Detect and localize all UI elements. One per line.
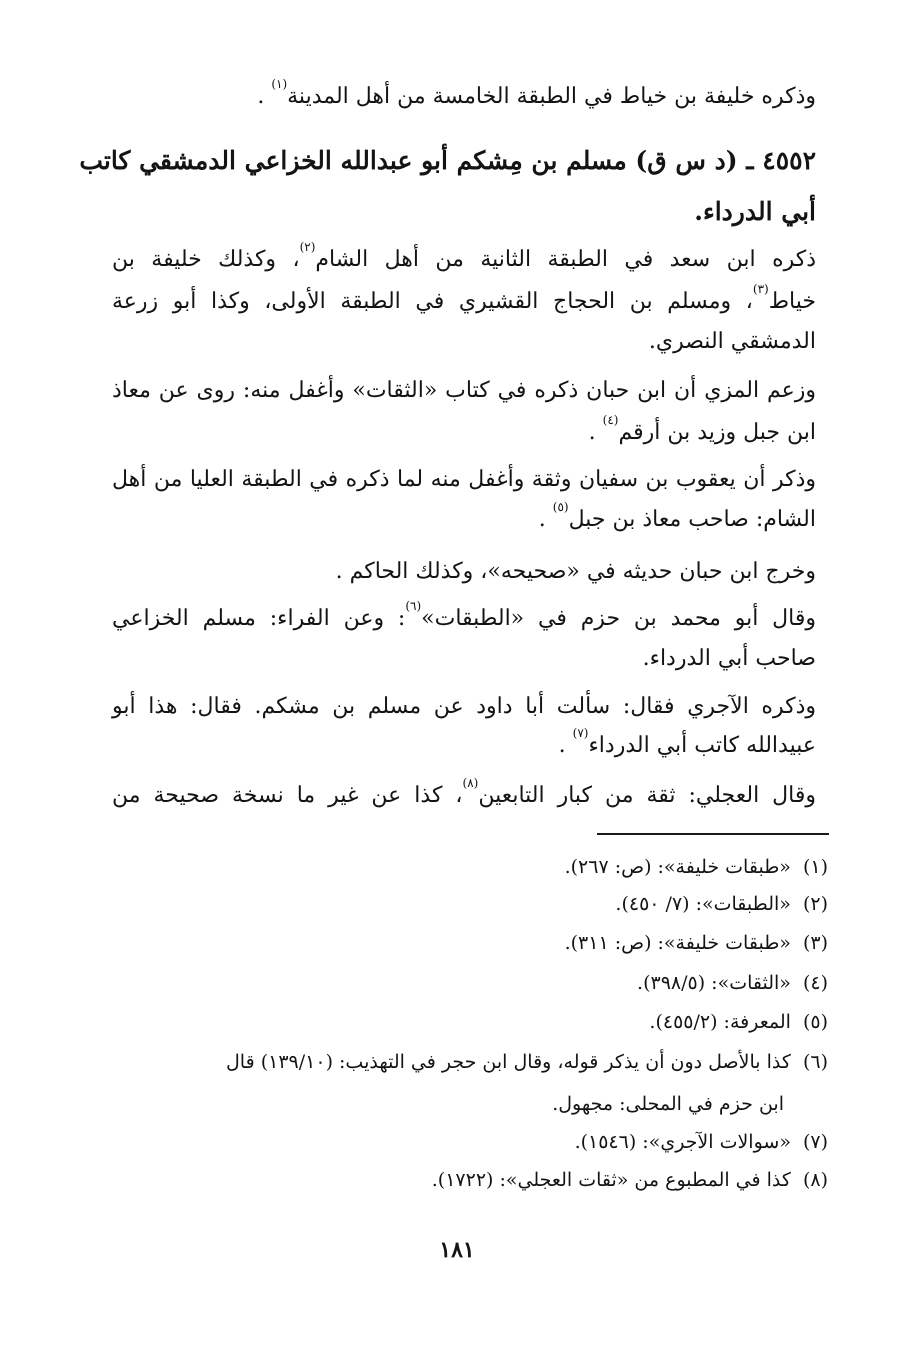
footnote-ref: (١) <box>271 77 288 91</box>
footnote-ref: (٧) <box>572 726 589 740</box>
body-line: وذكره خليفة بن خياط في الطبقة الخامسة من أهل المدينة$^{(١)}$ . <box>257 77 816 109</box>
body-line: صاحب أبي الدرداء. <box>642 646 816 671</box>
body-line: خياط$^{(٣)}$، ومسلم بن الحجاج القشيري في الطبقة الأولى، وكذا أبو زرعة <box>112 282 816 314</box>
body-line: عبيدالله كاتب أبي الدرداء$^{(٧)}$ . <box>558 726 816 758</box>
footnote: (٧)«سوالات الآجري»: (١٥٤٦). <box>574 1131 828 1153</box>
footnote: (١)«طبقات خليفة»: (ص: ٢٦٧). <box>564 856 828 878</box>
footnote-ref: (٨) <box>462 776 479 790</box>
entry-heading-line1: ٤٥٥٢ ـ (د س ق) مسلم بن مِشكم أبو عبدالله الخزاعي الدمشقي كاتب <box>79 146 816 175</box>
body-line: الشام: صاحب معاذ بن جبل$^{(٥)}$ . <box>538 500 816 532</box>
body-line: وزعم المزي أن ابن حبان ذكره في كتاب «الثقات» وأغفل منه: روى عن معاذ <box>112 378 816 403</box>
footnote: (٤)«الثقات»: (٣٩٨/٥). <box>637 972 828 994</box>
body-line: وقال أبو محمد بن حزم في «الطبقات»$^{(٦)}$: وعن الفراء: مسلم الخزاعي <box>112 599 817 631</box>
entry-heading-line2: أبي الدرداء. <box>694 197 816 226</box>
body-line: وخرج ابن حبان حديثه في «صحيحه»، وكذلك الحاكم . <box>335 559 816 584</box>
footnote: (٢)«الطبقات»: (٧/ ٤٥٠). <box>615 893 828 915</box>
body-line: وقال العجلي: ثقة من كبار التابعين$^{(٨)}$، كذا عن غير ما نسخة صحيحة من <box>112 776 816 808</box>
footnote: (٣)«طبقات خليفة»: (ص: ٣١١). <box>564 932 828 954</box>
footnote: (٨)كذا في المطبوع من «ثقات العجلي»: (١٧٢٢). <box>431 1169 828 1191</box>
footnote-continuation: ابن حزم في المحلى: مجهول. <box>552 1093 784 1115</box>
footnote-ref: (٦) <box>405 599 422 613</box>
body-line: ابن جبل وزيد بن أرقم$^{(٤)}$ . <box>588 413 816 445</box>
body-line: ذكره ابن سعد في الطبقة الثانية من أهل الشام$^{(٢)}$، وكذلك خليفة بن <box>112 240 816 272</box>
body-line: وذكر أن يعقوب بن سفيان وثقة وأغفل منه لما ذكره في الطبقة العليا من أهل <box>112 467 816 492</box>
body-line: وذكره الآجري فقال: سألت أبا داود عن مسلم بن مشكم. فقال: هذا أبو <box>112 694 816 719</box>
footnote-separator <box>597 833 829 835</box>
footnote: (٦)كذا بالأصل دون أن يذكر قوله، وقال ابن حجر في التهذيب: (١٣٩/١٠) قال <box>225 1051 828 1073</box>
footnote-ref: (٢) <box>299 240 316 254</box>
footnote-ref: (٣) <box>752 282 769 296</box>
body-line: الدمشقي النصري. <box>648 329 816 354</box>
footnote: (٥)المعرفة: (٤٥٥/٢). <box>649 1011 828 1033</box>
footnote-ref: (٥) <box>552 500 569 514</box>
footnote-ref: (٤) <box>602 413 619 427</box>
page-number: ١٨١ <box>439 1237 475 1263</box>
